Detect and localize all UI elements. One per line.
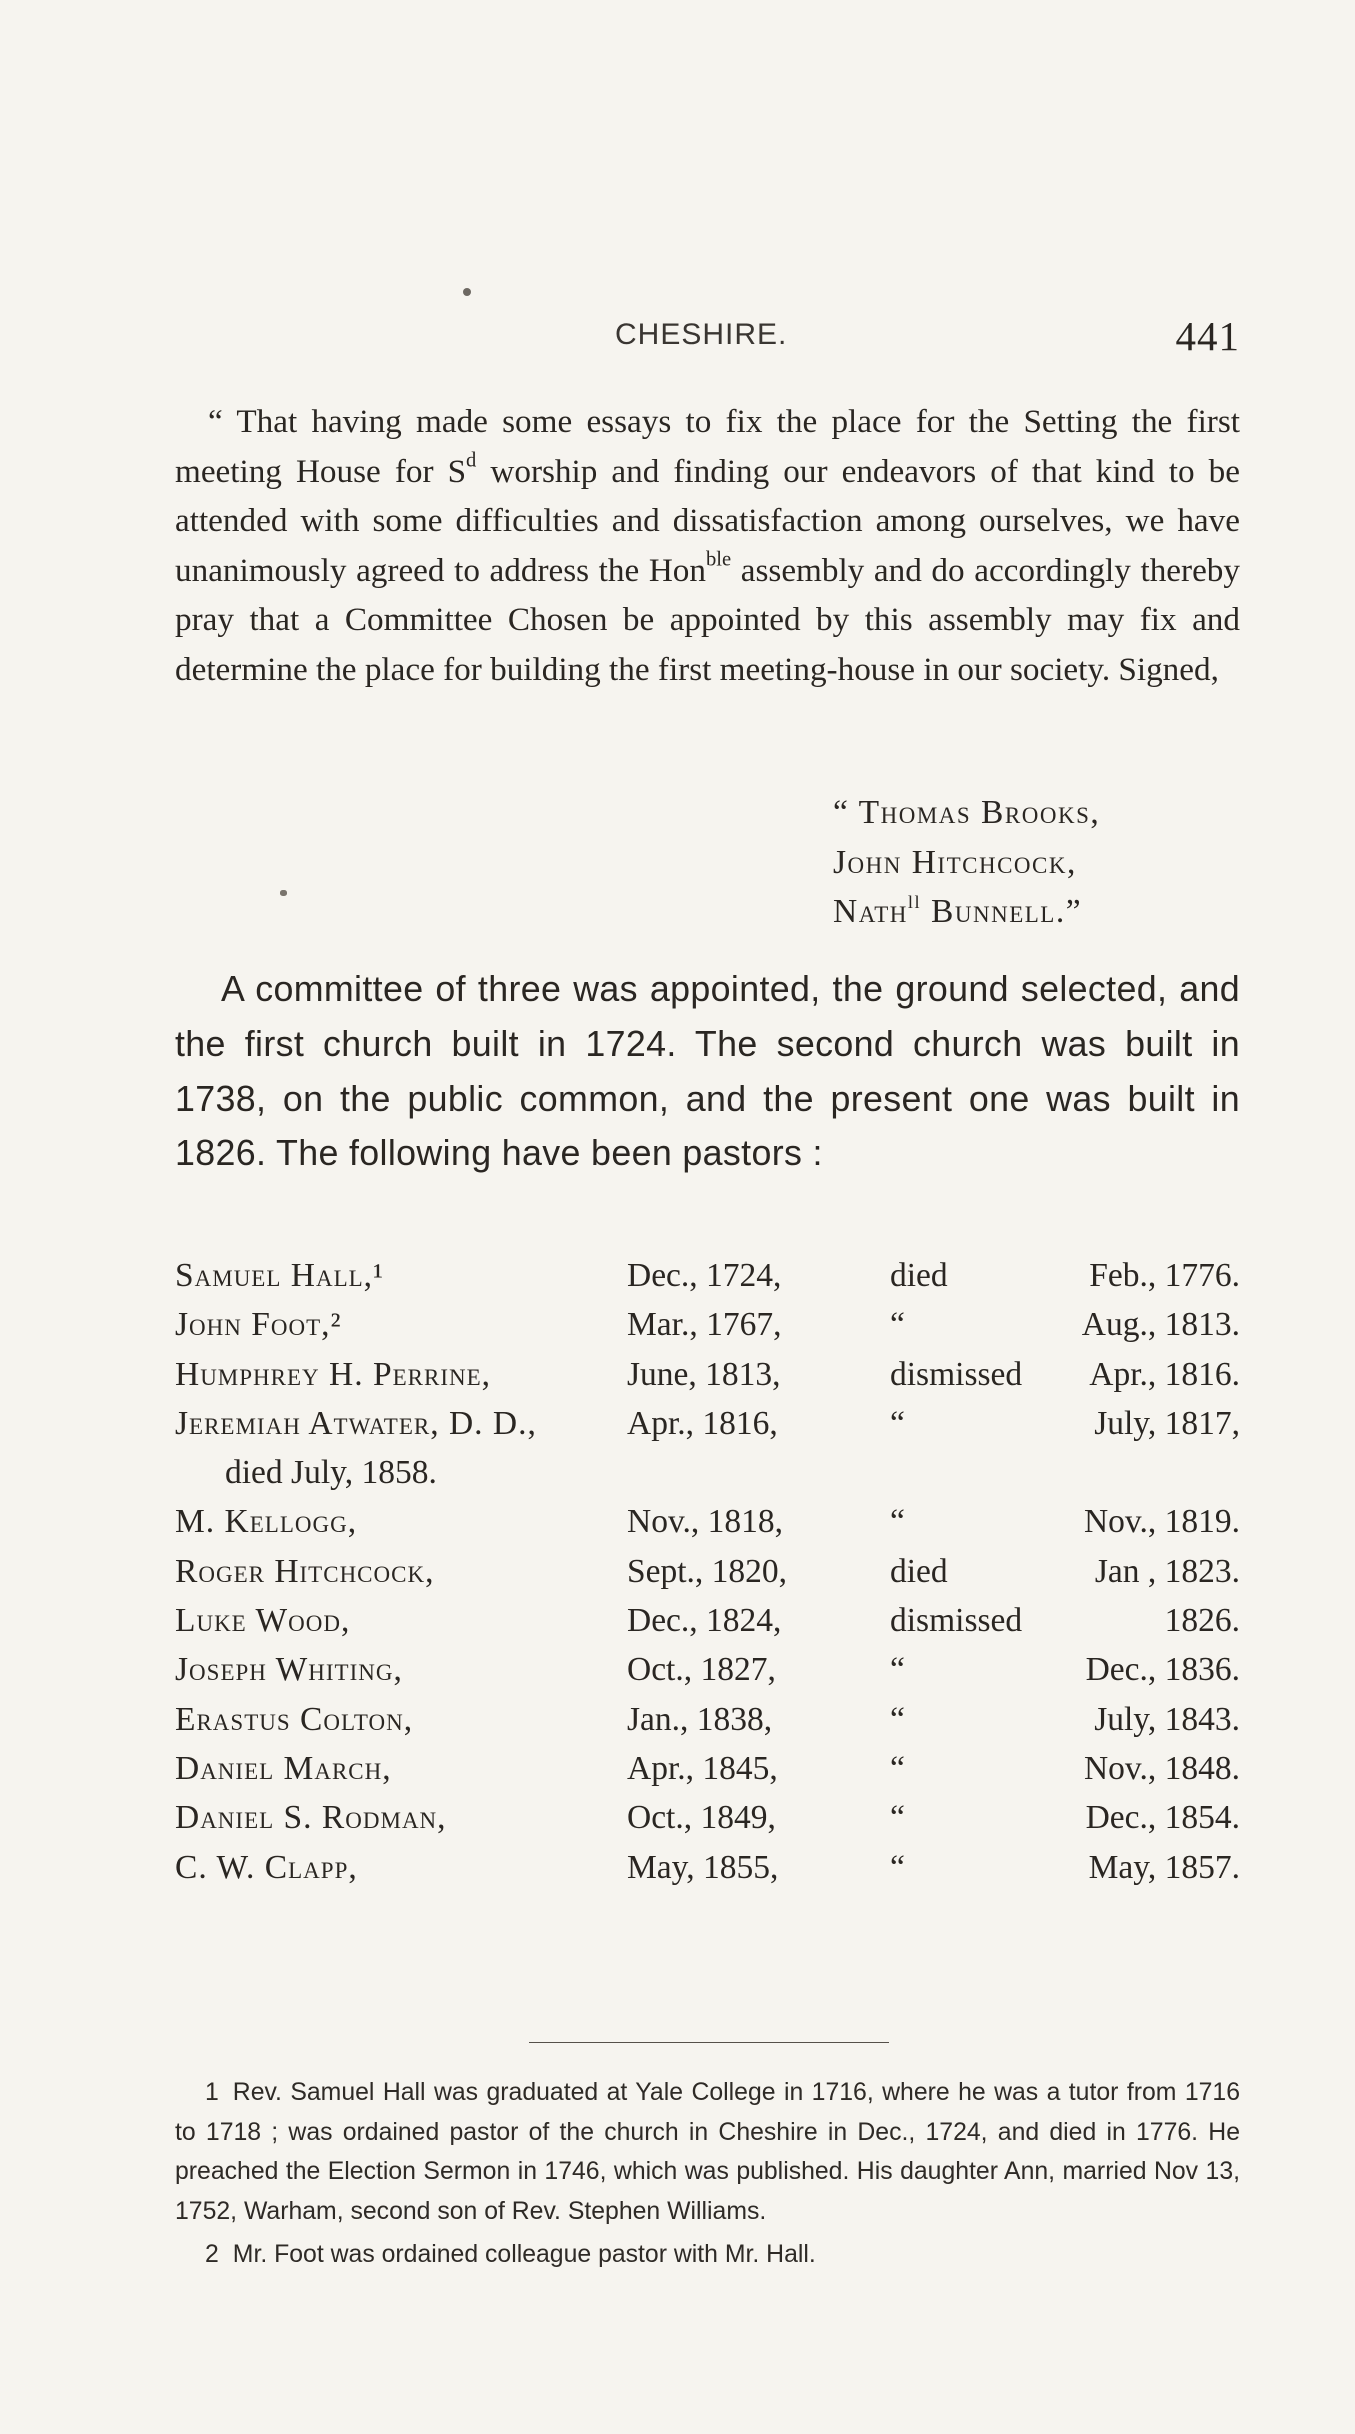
pastor-row	[175, 1356, 1240, 1405]
petition-paragraph	[175, 397, 1240, 695]
pastor-action: “	[890, 1799, 905, 1837]
footnote-marker: 2	[205, 2241, 219, 2268]
footnote	[175, 2235, 1240, 2275]
pastor-row	[175, 1651, 1240, 1700]
pastor-end-date: Nov., 1848.	[1083, 1749, 1240, 1787]
pastor-action: dismissed	[890, 1602, 1023, 1640]
signer-text: Bunnell.”	[921, 893, 1083, 930]
signer-line: “ Thomas Brooks,	[833, 794, 1101, 831]
ink-speck	[280, 890, 287, 896]
pastor-action: “	[890, 1749, 905, 1787]
pastor-action: died	[890, 1257, 948, 1294]
signer-line	[833, 887, 1100, 937]
pastor-name: Joseph Whiting,	[175, 1651, 403, 1689]
pastor-action: “	[890, 1306, 905, 1344]
pastor-end-date: Jan , 1823.	[1094, 1552, 1240, 1590]
pastors-list	[175, 1257, 1240, 1898]
pastor-end-date: Dec., 1836.	[1085, 1651, 1240, 1689]
pastor-start-date: June, 1813,	[627, 1355, 781, 1393]
pastor-start-date: Mar., 1767,	[627, 1306, 782, 1344]
pastor-action: dismissed	[890, 1355, 1023, 1393]
pastor-end-date: May, 1857.	[1088, 1848, 1240, 1886]
footnote-rule	[529, 2042, 889, 2043]
pastor-row	[175, 1553, 1240, 1602]
pastor-name: Daniel S. Rodman,	[175, 1799, 447, 1837]
pastor-end-date: Feb., 1776.	[1089, 1257, 1240, 1294]
quote-text: “ That having made some essays to fix the place for the Setting the first meeting House for S	[175, 403, 1240, 490]
pastor-name: Erastus Colton,	[175, 1700, 414, 1738]
pastor-start-date: Dec., 1824,	[627, 1602, 782, 1640]
pastor-row	[175, 1701, 1240, 1750]
running-head: CHESHIRE.	[615, 318, 788, 351]
superscript: d	[466, 449, 477, 472]
pastor-end-date: Nov., 1819.	[1083, 1503, 1240, 1541]
pastor-name: Jeremiah Atwater, D. D.,	[175, 1404, 537, 1442]
pastor-start-date: Apr., 1816,	[627, 1404, 778, 1442]
signer-text: Nath	[833, 893, 908, 930]
pastor-end-date: Dec., 1854.	[1085, 1799, 1240, 1837]
pastor-action: died	[890, 1552, 948, 1590]
superscript: ble	[706, 548, 732, 571]
pastor-start-date: Nov., 1818,	[627, 1503, 784, 1541]
pastor-row	[175, 1849, 1240, 1898]
pastor-action: “	[890, 1700, 905, 1738]
pastor-end-date: Apr., 1816.	[1089, 1355, 1240, 1393]
footnotes	[175, 2073, 1240, 2279]
pastor-start-date: Sept., 1820,	[627, 1552, 788, 1590]
church-history-paragraph	[175, 962, 1240, 1181]
pastor-start-date: Apr., 1845,	[627, 1749, 778, 1787]
pastor-note: died July, 1858.	[225, 1454, 437, 1492]
pastor-row	[175, 1503, 1240, 1552]
pastor-name: Daniel March,	[175, 1749, 392, 1787]
pastor-start-date: Oct., 1827,	[627, 1651, 776, 1689]
signer-line: John Hitchcock,	[833, 843, 1077, 881]
pastor-row	[175, 1602, 1240, 1651]
pastor-end-date: July, 1843.	[1094, 1700, 1240, 1738]
pastor-start-date: Dec., 1724,	[627, 1257, 782, 1294]
pastor-action: “	[890, 1848, 905, 1886]
pastor-end-date: Aug., 1813.	[1081, 1306, 1240, 1344]
pastor-name: Roger Hitchcock,	[175, 1552, 435, 1590]
petition-quote	[175, 397, 1240, 695]
pastor-row	[175, 1257, 1240, 1306]
ink-speck	[463, 288, 471, 296]
pastor-row	[175, 1750, 1240, 1799]
pastor-action: “	[890, 1651, 905, 1689]
pastor-row	[175, 1799, 1240, 1848]
footnote-text: Mr. Foot was ordained colleague pastor with Mr. Hall.	[232, 2241, 816, 2268]
pastor-end-date: 1826.	[1164, 1602, 1240, 1640]
pastor-name: C. W. Clapp,	[175, 1848, 358, 1886]
pastor-start-date: Jan., 1838,	[627, 1700, 773, 1738]
signatories	[833, 788, 1100, 937]
page-header	[175, 313, 1240, 368]
pastor-start-date: May, 1855,	[627, 1848, 779, 1886]
quote-text: worship and finding our endeavors of that kind to be attended with some difficulties and dissatisfaction among ourselves, we have unanimously agreed to address the Hon	[175, 452, 1241, 589]
pastor-name: John Foot,²	[175, 1306, 342, 1344]
pastor-name: Luke Wood,	[175, 1602, 351, 1640]
pastor-end-date: July, 1817,	[1094, 1404, 1240, 1442]
footnote-marker: 1	[205, 2079, 219, 2106]
pastor-name: M. Kellogg,	[175, 1503, 358, 1541]
pastor-action: “	[890, 1503, 905, 1541]
superscript: ll	[907, 892, 922, 913]
pastor-start-date: Oct., 1849,	[627, 1799, 776, 1837]
pastor-name: Samuel Hall,¹	[175, 1257, 385, 1294]
page-number: 441	[1175, 313, 1240, 359]
pastor-row	[175, 1405, 1240, 1454]
pastor-name: Humphrey H. Perrine,	[175, 1355, 492, 1393]
footnote-text: Rev. Samuel Hall was graduated at Yale College in 1716, where he was a tutor from 1716 to 1718 ; was ordained pastor of the church in Cheshire in Dec., 1724, and died in 1776. He preached the Election Sermon in 1746, which was published. His daughter Ann, married Nov 13, 1752, Warham, second son of Rev. Stephen Williams.	[175, 2079, 1240, 2225]
body-paragraph: A committee of three was appointed, the ground selected, and the first church built in 1724. The second church was built in 1738, on the public common, and the present one was built in 1826. The following have been pastors :	[175, 969, 1240, 1174]
pastor-row	[175, 1306, 1240, 1355]
quote-text: assembly and do accordingly thereby pray that a Committee Chosen be appointed by this assembly may fix and determine the place for building the first meeting-house in our society. Signed,	[175, 551, 1240, 688]
pastor-action: “	[890, 1404, 905, 1442]
footnote	[175, 2073, 1240, 2231]
pastor-row	[175, 1454, 1240, 1503]
